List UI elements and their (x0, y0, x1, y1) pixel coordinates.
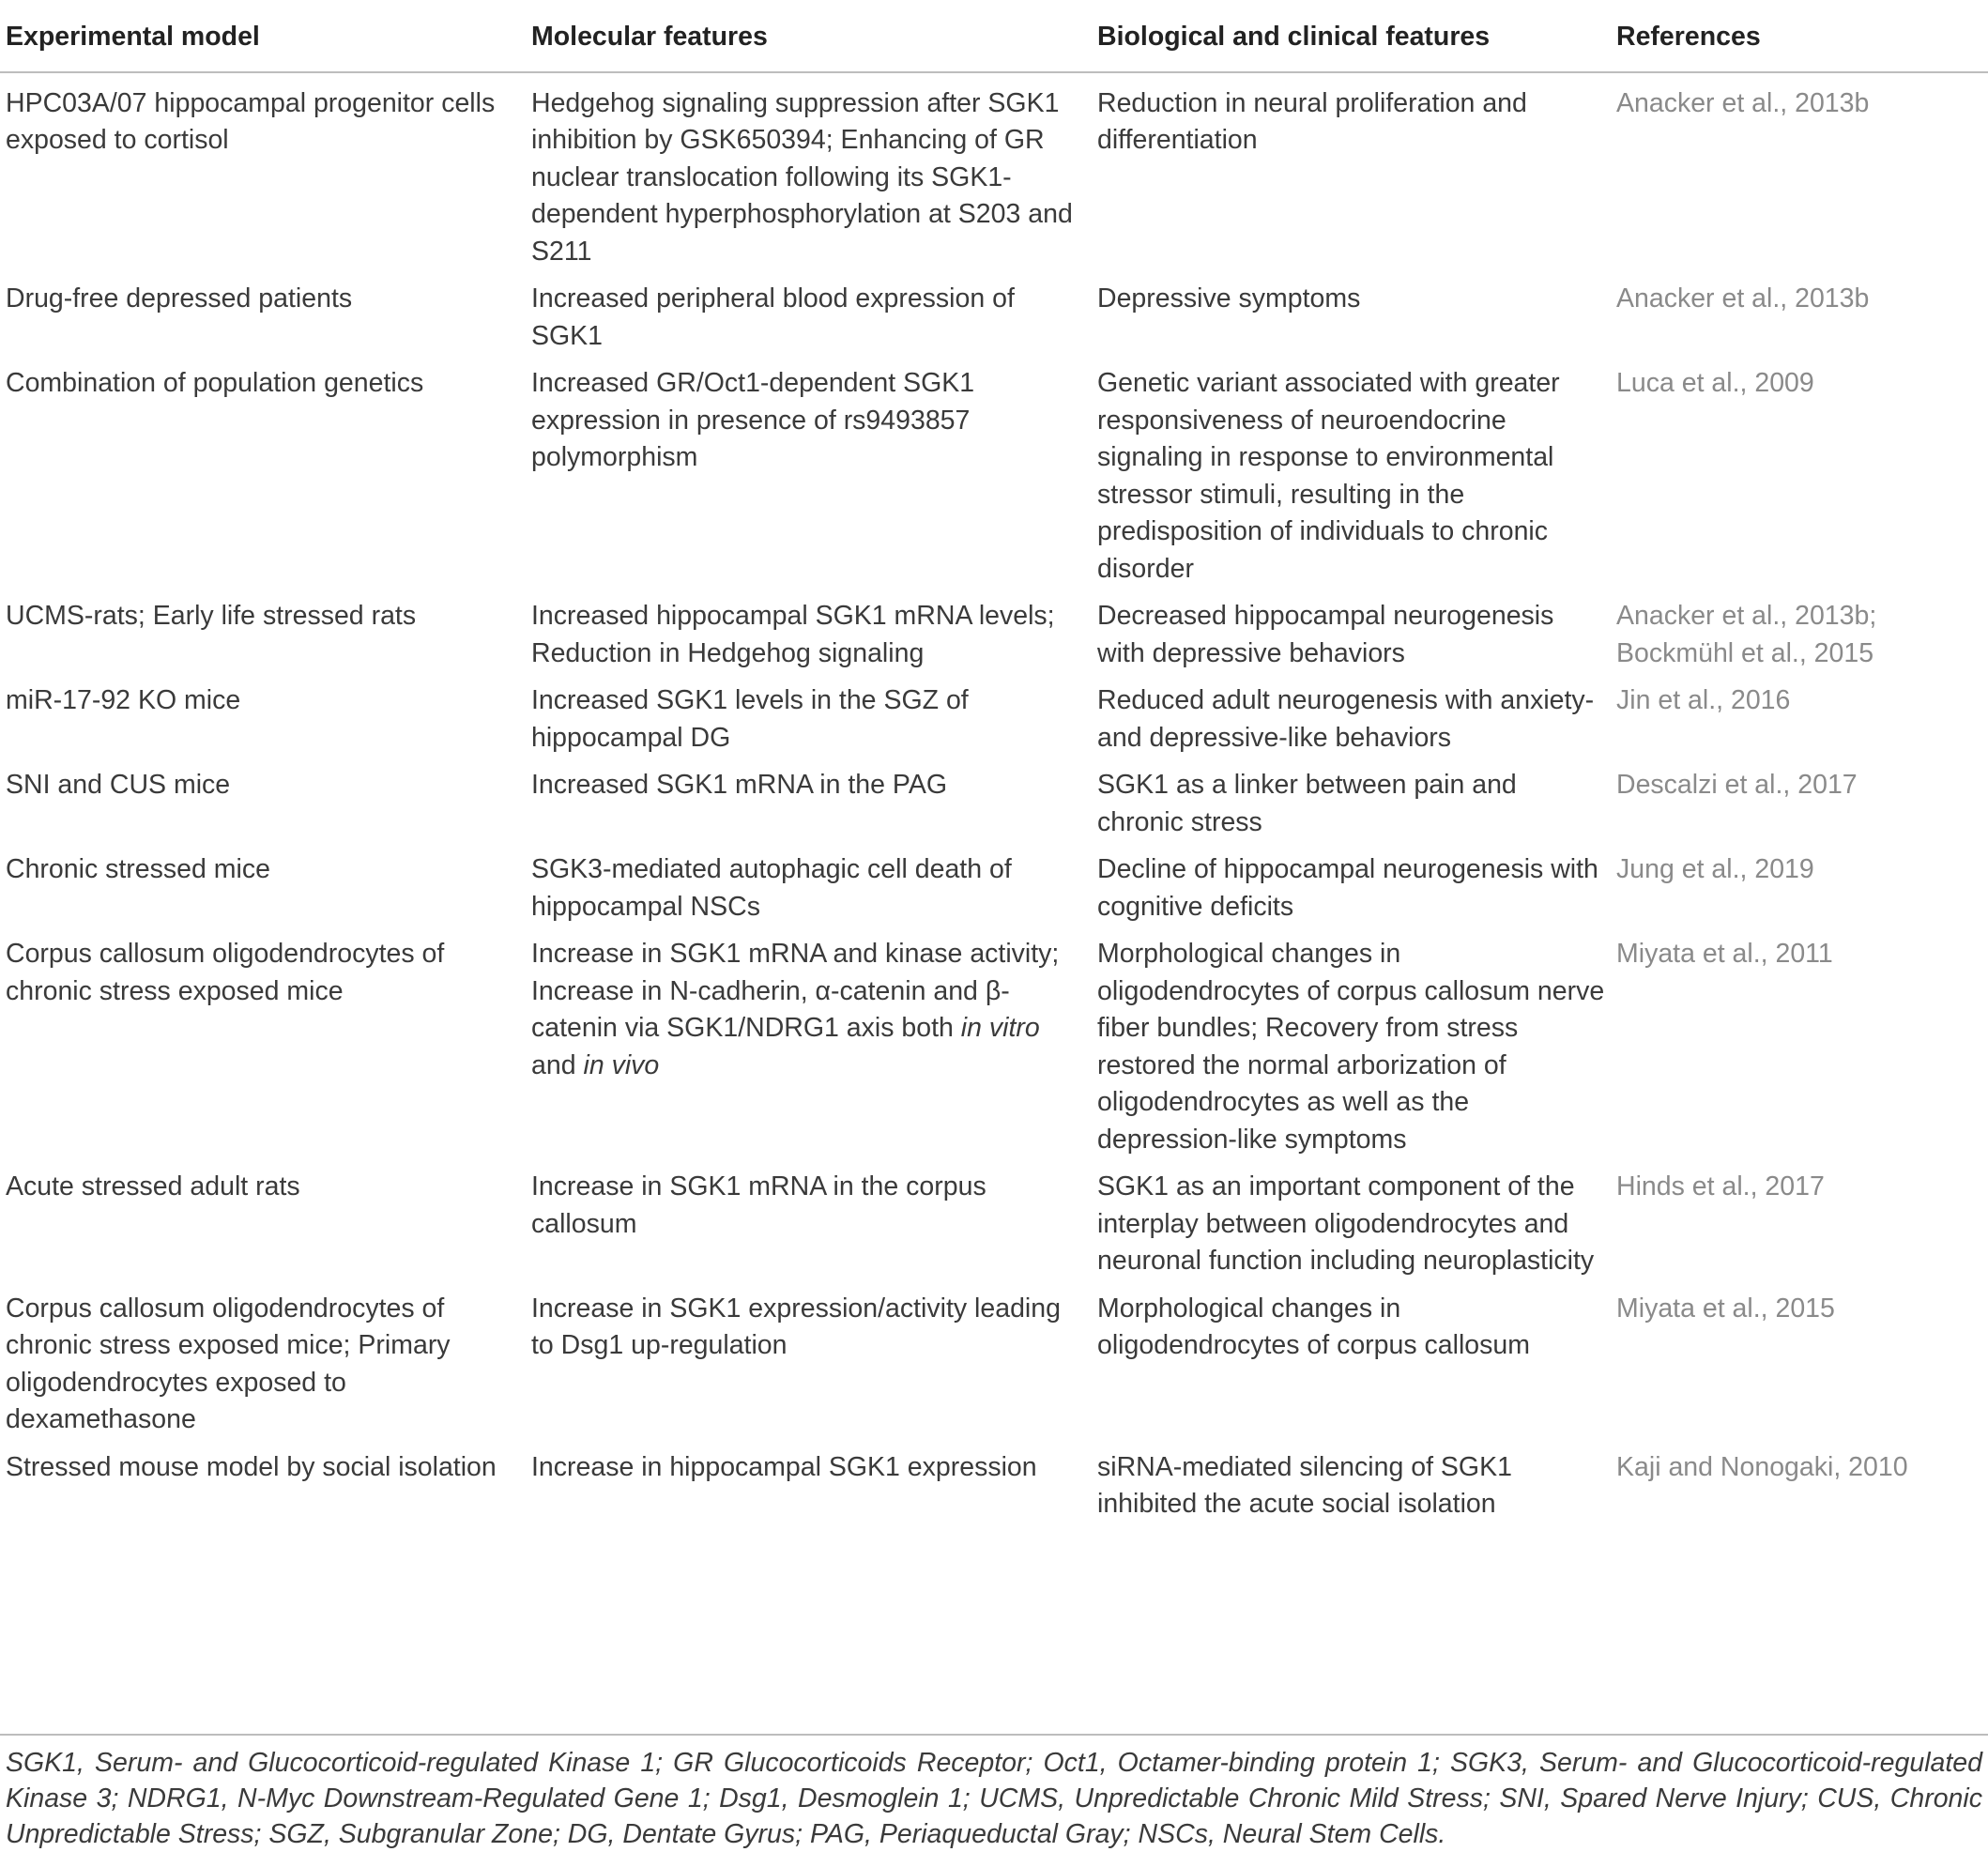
cell-model: Stressed mouse model by social isolation (6, 1451, 497, 1482)
reference-link[interactable]: Jin et al., 2016 (1616, 685, 1791, 715)
footnote-line: Unpredictable Stress; SGZ, Subgranular Zone; DG, Dentate Gyrus; PAG, Periaqueductal Gray; NSCs, Neural Stem Cells. (6, 1819, 1446, 1849)
reference-link[interactable]: Anacker et al., 2013b (1616, 283, 1870, 314)
cell-model: Drug-free depressed patients (6, 283, 353, 314)
reference-link[interactable]: Miyata et al., 2011 (1616, 939, 1833, 969)
cell-model: Corpus callosum oligodendrocytes of chronic stress exposed mice (6, 939, 445, 1006)
cell-clinical: Genetic variant associated with greater responsiveness of neuroendocrine signaling in response to environmental stressor stimuli, resulting in the predisposition of individuals to chronic disorder (1097, 368, 1560, 584)
cell-references (1611, 762, 1988, 847)
reference-link[interactable]: Descalzi et al., 2017 (1616, 770, 1858, 800)
cell-clinical: siRNA-mediated silencing of SGK1 inhibited the acute social isolation (1097, 1451, 1512, 1519)
cell-model: Acute stressed adult rats (6, 1171, 300, 1202)
cell-molecular: Increased SGK1 mRNA in the PAG (531, 770, 948, 800)
cell-molecular: Increase in SGK1 expression/activity leading to Dsg1 up-regulation (531, 1293, 1061, 1360)
cell-model: Chronic stressed mice (6, 854, 270, 884)
table-row (0, 72, 1988, 277)
cell-molecular: Increased peripheral blood expression of SGK1 (531, 283, 1015, 351)
molecular-italic-text: in vitro (960, 1013, 1040, 1043)
cell-clinical: Morphological changes in oligodendrocytes of corpus callosum nerve fiber bundles; Recovery from stress restored the normal arborization of oligodendrocytes as well as the depression-like symptoms (1097, 939, 1605, 1155)
cell-references (1611, 931, 1988, 1164)
cell-molecular: Increased hippocampal SGK1 mRNA levels; Reduction in Hedgehog signaling (531, 601, 1055, 668)
table-row (0, 593, 1988, 678)
cell-molecular: Increased GR/Oct1-dependent SGK1 expression in presence of rs9493857 polymorphism (531, 368, 975, 472)
table-footnote (0, 1734, 1988, 1852)
molecular-text: and (531, 1049, 584, 1080)
reference-link[interactable]: Jung et al., 2019 (1616, 854, 1814, 884)
reference-link[interactable]: Anacker et al., 2013b; (1616, 601, 1877, 631)
header-molecular-features: Molecular features (526, 0, 1092, 72)
table-row (0, 762, 1988, 847)
table-row (0, 931, 1988, 1164)
cell-model: Corpus callosum oligodendrocytes of chronic stress exposed mice; Primary oligodendrocytes exposed to dexamethasone (6, 1293, 451, 1434)
cell-molecular (526, 931, 1092, 1164)
cell-references (1611, 1445, 1988, 1537)
header-references: References (1611, 0, 1988, 72)
cell-references (1611, 593, 1988, 678)
cell-references (1611, 1286, 1988, 1445)
cell-molecular: SGK3-mediated autophagic cell death of hippocampal NSCs (531, 854, 1012, 922)
cell-clinical: Depressive symptoms (1097, 283, 1361, 314)
table-row (0, 276, 1988, 360)
reference-link[interactable]: Hinds et al., 2017 (1616, 1171, 1825, 1202)
cell-model: SNI and CUS mice (6, 770, 231, 800)
cell-model: Combination of population genetics (6, 368, 424, 398)
footnote-line: Kinase 3; NDRG1, N-Myc Downstream-Regulated Gene 1; Dsg1, Desmoglein 1; UCMS, Unpredictable Chronic Mild Stress; SNI, Spared Nerve Injury; CUS, Chronic (6, 1783, 1982, 1814)
table-body (0, 72, 1988, 1537)
table-row (0, 1445, 1988, 1537)
cell-clinical: Decreased hippocampal neurogenesis with depressive behaviors (1097, 601, 1554, 668)
reference-link[interactable]: Bockmühl et al., 2015 (1616, 637, 1874, 668)
cell-references (1611, 360, 1988, 593)
cell-model: HPC03A/07 hippocampal progenitor cells exposed to cortisol (6, 87, 496, 155)
cell-clinical: SGK1 as a linker between pain and chronic stress (1097, 770, 1517, 837)
header-experimental-model: Experimental model (0, 0, 526, 72)
footnote-line: SGK1, Serum- and Glucocorticoid-regulated Kinase 1; GR Glucocorticoids Receptor; Oct1, Octamer-binding protein 1; SGK3, Serum- and Glucocorticoid-regulated (6, 1748, 1982, 1778)
cell-references (1611, 678, 1988, 762)
cell-clinical: Morphological changes in oligodendrocytes of corpus callosum (1097, 1293, 1530, 1360)
cell-references (1611, 72, 1988, 277)
cell-molecular: Hedgehog signaling suppression after SGK1 inhibition by GSK650394; Enhancing of GR nuclear translocation following its SGK1-dependent hyperphosphorylation at S203 and S211 (531, 87, 1073, 267)
header-biological-clinical-features: Biological and clinical features (1092, 0, 1611, 72)
table-header-row (0, 0, 1988, 72)
cell-model: UCMS-rats; Early life stressed rats (6, 601, 417, 631)
table-header (0, 0, 1988, 72)
reference-link[interactable]: Kaji and Nonogaki, 2010 (1616, 1451, 1908, 1482)
reference-link[interactable]: Anacker et al., 2013b (1616, 87, 1870, 118)
reference-link[interactable]: Luca et al., 2009 (1616, 368, 1814, 398)
cell-clinical: Decline of hippocampal neurogenesis with cognitive deficits (1097, 854, 1598, 922)
table-row (0, 678, 1988, 762)
cell-references (1611, 847, 1988, 931)
cell-model: miR-17-92 KO mice (6, 685, 241, 715)
cell-molecular: Increased SGK1 levels in the SGZ of hippocampal DG (531, 685, 969, 753)
table-row (0, 1286, 1988, 1445)
table-row (0, 360, 1988, 593)
cell-molecular: Increase in hippocampal SGK1 expression (531, 1451, 1037, 1482)
cell-references (1611, 276, 1988, 360)
cell-clinical: SGK1 as an important component of the interplay between oligodendrocytes and neuronal function including neuroplasticity (1097, 1171, 1595, 1276)
cell-references (1611, 1164, 1988, 1286)
molecular-italic-text: in vivo (583, 1049, 660, 1080)
cell-molecular: Increase in SGK1 mRNA in the corpus callosum (531, 1171, 986, 1239)
reference-link[interactable]: Miyata et al., 2015 (1616, 1293, 1835, 1324)
cell-clinical: Reduced adult neurogenesis with anxiety- and depressive-like behaviors (1097, 685, 1595, 753)
table-row (0, 1164, 1988, 1286)
table-row (0, 847, 1988, 931)
molecular-text: Increase in SGK1 mRNA and kinase activity; Increase in N-cadherin, α-catenin and β-catenin via SGK1/NDRG1 axis both (531, 939, 1060, 1043)
cell-clinical: Reduction in neural proliferation and differentiation (1097, 87, 1527, 155)
